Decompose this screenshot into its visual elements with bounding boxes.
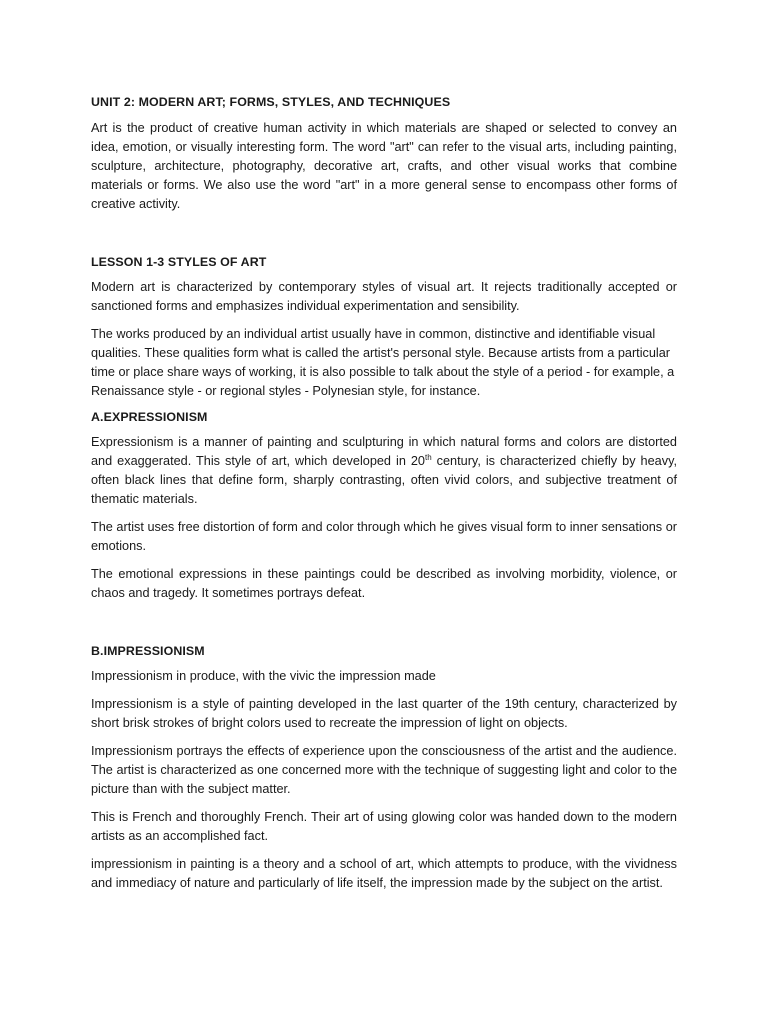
impressionism-paragraph-2: Impressionism is a style of painting developed in the last quarter of the 19th century, characterized by short brisk strokes of bright colors used to recreate the impression of light on objects.: [91, 697, 677, 730]
expressionism-paragraph-1: [91, 433, 677, 509]
unit-title: UNIT 2: MODERN ART; FORMS, STYLES, AND TECHNIQUES: [91, 95, 451, 109]
expressionism-p1-text-a: Expressionism is a manner of painting and sculpturing in which natural forms and colors are distorted and exaggerated. This style of art, which developed in 20: [91, 435, 677, 468]
impressionism-heading: B.IMPRESSIONISM: [91, 644, 205, 658]
impressionism-paragraph-5: impressionism in painting is a theory and a school of art, which attempts to produce, with the vividness and immediacy of nature and particularly of life itself, the impression made by the subject on the artist.: [91, 857, 677, 890]
impressionism-paragraph-4: This is French and thoroughly French. Their art of using glowing color was handed down to the modern artists as an accomplished fact.: [91, 810, 677, 843]
lesson-paragraph-2: The works produced by an individual artist usually have in common, distinctive and identifiable visual qualities. These qualities form what is called the artist's personal style. Because artists from a particular time or place share ways of working, it is also possible to talk about the style of a period - for example, a Renaissance style - or regional styles - Polynesian style, for instance.: [91, 327, 675, 398]
expressionism-paragraph-2: The artist uses free distortion of form and color through which he gives visual form to inner sensations or emotions.: [91, 520, 677, 553]
intro-paragraph: Art is the product of creative human activity in which materials are shaped or selected to convey an idea, emotion, or visually interesting form. The word "art" can refer to the visual arts, including painting, sculpture, architecture, photography, decorative art, crafts, and other visual works that combine materials or forms. We also use the word "art" in a more general sense to encompass other forms of creative activity.: [91, 121, 677, 211]
impressionism-paragraph-3: Impressionism portrays the effects of experience upon the consciousness of the artist and the audience. The artist is characterized as one concerned more with the technique of suggesting light and color to the picture than with the subject matter.: [91, 744, 677, 796]
expressionism-paragraph-3: The emotional expressions in these paintings could be described as involving morbidity, violence, or chaos and tragedy. It sometimes portrays defeat.: [91, 567, 677, 600]
impressionism-paragraph-1: Impressionism in produce, with the vivic the impression made: [91, 669, 436, 683]
expressionism-heading: A.EXPRESSIONISM: [91, 410, 208, 424]
lesson-title: LESSON 1-3 STYLES OF ART: [91, 255, 267, 269]
expressionism-p1-text-b: century, is characterized chiefly by heavy, often black lines that define form, sharply contrasting, often vivid colors, and subjective treatment of thematic materials.: [91, 454, 677, 506]
lesson-paragraph-1: Modern art is characterized by contemporary styles of visual art. It rejects traditionally accepted or sanctioned forms and emphasizes individual experimentation and sensibility.: [91, 280, 677, 313]
superscript-th: th: [424, 452, 432, 462]
